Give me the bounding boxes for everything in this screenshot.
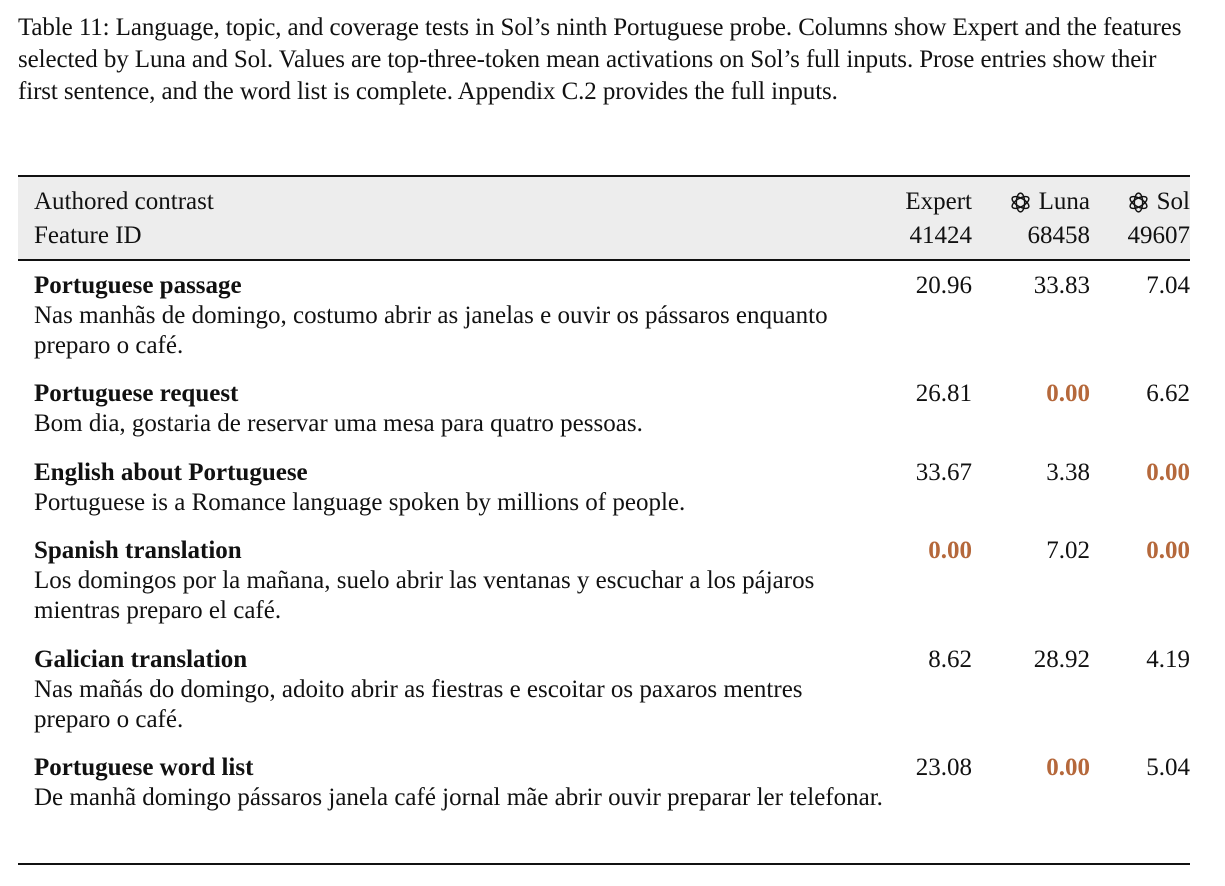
header-authored-contrast: Authored contrast bbox=[34, 188, 214, 215]
openai-logo-icon bbox=[1126, 190, 1151, 215]
row-text: Los domingos por la mañana, suelo abrir las ventanas y escuchar a los pájaros mientras preparo el café. bbox=[34, 566, 815, 624]
value-sol: 7.04 bbox=[1146, 271, 1190, 299]
col-expert-id: 41424 bbox=[909, 222, 972, 249]
table-caption: Table 11: Language, topic, and coverage tests in Sol’s ninth Portuguese probe. Columns show Expert and the features selected by Luna and Sol. Values are top-three-token mean activations on Sol’s full inputs. Prose entries show their first sentence, and the word list is complete. Appendix C.2 provides the full inputs. bbox=[18, 14, 1182, 105]
table-header bbox=[18, 177, 1190, 259]
value-luna: 0.00 bbox=[1046, 379, 1090, 407]
bottom-rule bbox=[18, 863, 1190, 865]
openai-logo-icon bbox=[1008, 190, 1033, 215]
row-title: Portuguese request bbox=[34, 379, 239, 407]
row-text: Bom dia, gostaria de reservar uma mesa para quatro pessoas. bbox=[34, 409, 643, 437]
value-luna: 3.38 bbox=[1046, 458, 1090, 486]
col-sol-id: 49607 bbox=[1127, 222, 1190, 249]
value-sol: 0.00 bbox=[1146, 536, 1190, 564]
row-title: Spanish translation bbox=[34, 536, 242, 564]
value-luna: 28.92 bbox=[1033, 645, 1090, 673]
value-sol: 4.19 bbox=[1146, 645, 1190, 673]
value-expert: 26.81 bbox=[915, 379, 972, 407]
row-title: Portuguese word list bbox=[34, 753, 254, 781]
value-expert: 0.00 bbox=[928, 536, 972, 564]
header-rule bbox=[18, 259, 1190, 261]
col-luna-id: 68458 bbox=[1027, 222, 1090, 249]
col-expert-name: Expert bbox=[905, 188, 972, 215]
header-col-expert bbox=[905, 185, 972, 253]
value-sol: 0.00 bbox=[1146, 458, 1190, 486]
header-feature-id: Feature ID bbox=[34, 222, 142, 249]
header-col-sol bbox=[1126, 185, 1190, 253]
row-text: De manhã domingo pássaros janela café jornal mãe abrir ouvir preparar ler telefonar. bbox=[34, 783, 883, 811]
header-col-luna bbox=[1008, 185, 1090, 253]
value-luna: 0.00 bbox=[1046, 753, 1090, 781]
col-sol-name: Sol bbox=[1156, 188, 1190, 215]
value-luna: 33.83 bbox=[1033, 271, 1090, 299]
value-sol: 5.04 bbox=[1146, 753, 1190, 781]
value-expert: 23.08 bbox=[915, 753, 972, 781]
row-text: Nas mañás do domingo, adoito abrir as fiestras e escoitar os paxaros mentres preparo o café. bbox=[34, 675, 803, 733]
value-luna: 7.02 bbox=[1046, 536, 1090, 564]
value-expert: 33.67 bbox=[915, 458, 972, 486]
value-sol: 6.62 bbox=[1146, 379, 1190, 407]
header-labels bbox=[34, 185, 214, 253]
row-title: Portuguese passage bbox=[34, 271, 242, 299]
row-title: English about Portuguese bbox=[34, 458, 308, 486]
results-table bbox=[18, 175, 1190, 811]
value-expert: 8.62 bbox=[928, 645, 972, 673]
col-luna-name: Luna bbox=[1038, 188, 1090, 215]
row-text: Portuguese is a Romance language spoken by millions of people. bbox=[34, 488, 686, 516]
value-expert: 20.96 bbox=[915, 271, 972, 299]
row-title: Galician translation bbox=[34, 645, 248, 673]
row-text: Nas manhãs de domingo, costumo abrir as janelas e ouvir os pássaros enquanto preparo o café. bbox=[34, 301, 828, 359]
